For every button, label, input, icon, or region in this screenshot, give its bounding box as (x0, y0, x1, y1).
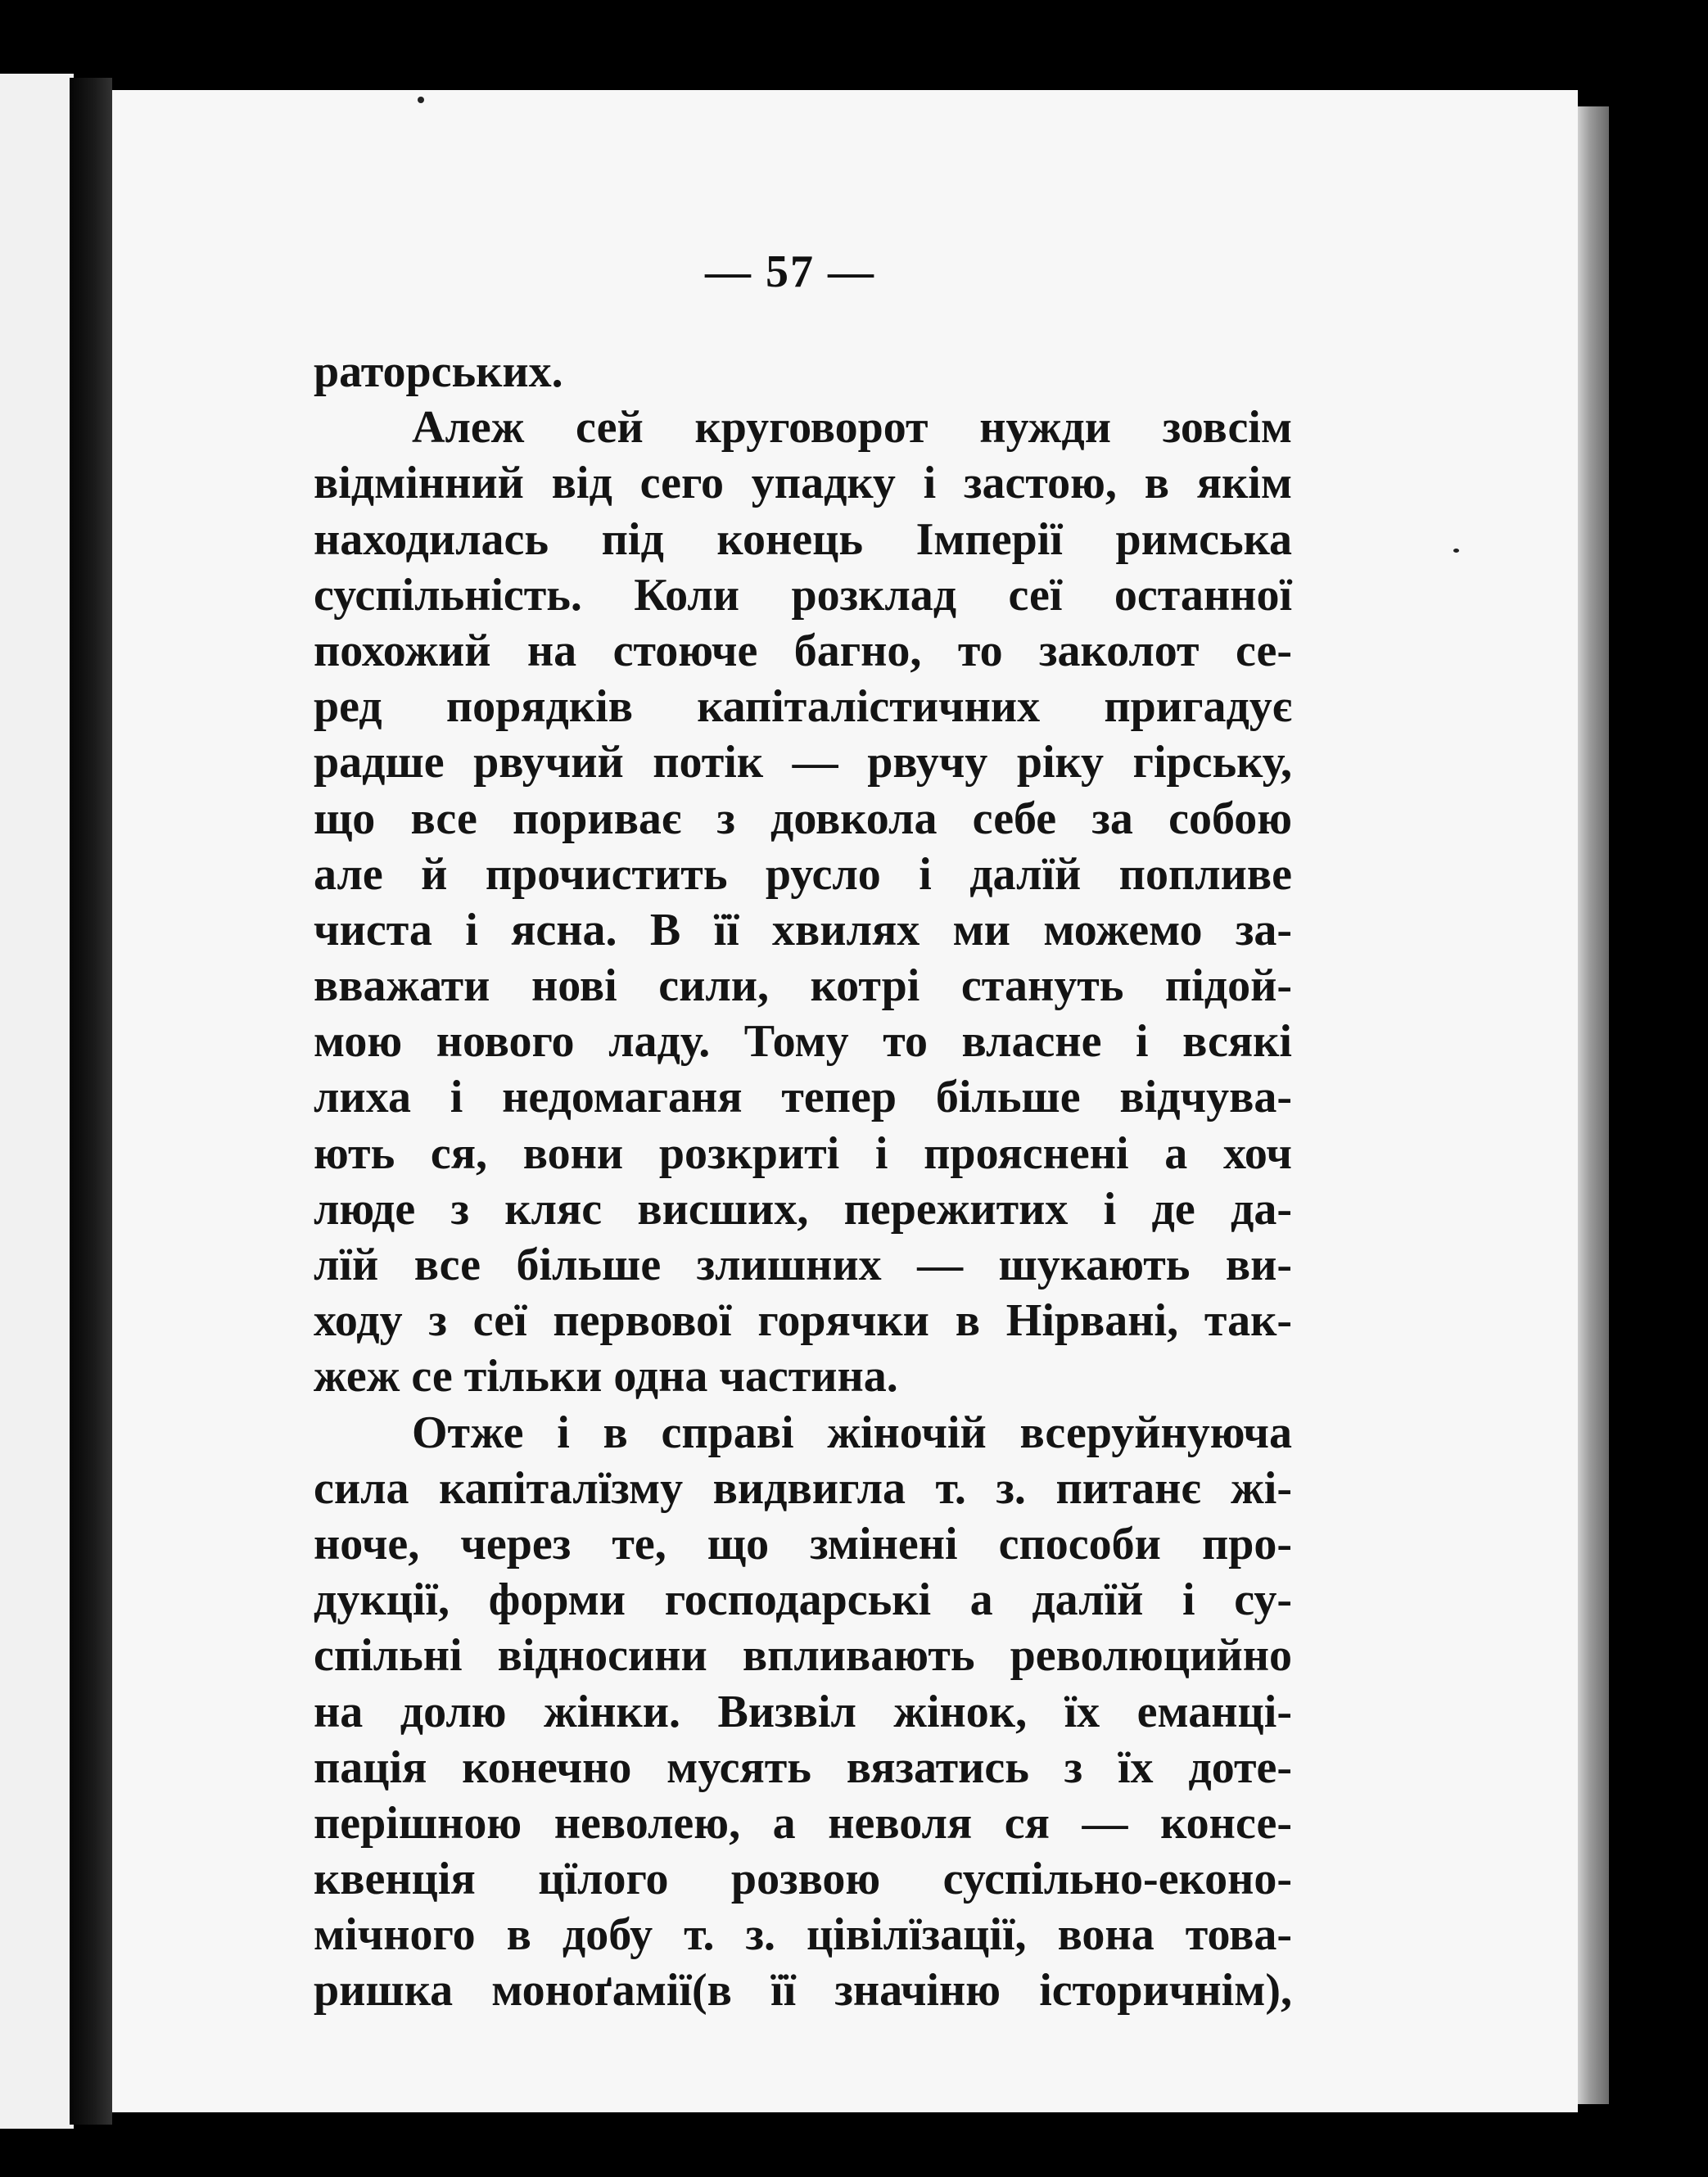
scan-speck (418, 97, 424, 103)
text-line: жеж се тільки одна частина. (314, 1351, 898, 1402)
page-number: — 57 — (705, 246, 875, 297)
text-line: люде з кляс висших, пережитих і де да- (314, 1183, 1292, 1235)
scan-speck (1453, 549, 1459, 553)
text-line: ред порядків капіталістичних пригадує (314, 681, 1292, 733)
text-line: що все пориває з довкола себе за собою (314, 793, 1292, 844)
text-line: похожий на стоюче багно, то заколот се- (314, 625, 1292, 676)
text-line: суспільність. Коли розклад сеї останної (314, 569, 1292, 621)
text-line: вважати нові сили, котрі стануть підой- (314, 960, 1292, 1012)
page-stack-edge (1578, 106, 1609, 2104)
text-line: відмінний від сего упадку і застою, в якім (314, 458, 1292, 509)
text-line: на долю жінки. Визвіл жінок, їх еманці- (314, 1686, 1292, 1737)
text-line: спільні відносини впливають революцийно (314, 1630, 1292, 1682)
book-spine (70, 78, 112, 2125)
text-line: ють ся, вони розкриті і прояснені а хоч (314, 1127, 1292, 1179)
facing-page-edge (0, 74, 74, 2129)
text-line: мою нового ладу. Тому то власне і всякі (314, 1016, 1292, 1068)
text-line: ноче, через те, що змінені способи про- (314, 1518, 1292, 1570)
text-line: але й прочистить русло і далїй попливе (314, 848, 1292, 900)
text-line: чиста і ясна. В її хвилях ми можемо за- (314, 904, 1292, 955)
text-line: находилась під конець Імперії римська (314, 513, 1292, 565)
text-line: дукції, форми господарські а далїй і су- (314, 1574, 1292, 1626)
text-line: лїй все більше злишних — шукають ви- (314, 1240, 1292, 1290)
text-line: лиха і недомаганя тепер більше відчува- (314, 1072, 1292, 1123)
text-line: сила капіталїзму видвигла т. з. питанє жі- (314, 1462, 1292, 1514)
text-line: квенція цїлого розвою суспільно-еконо- (314, 1854, 1292, 1905)
text-line: раторських. (314, 346, 563, 397)
text-line: радше рвучий потік — рвучу ріку гірську, (314, 737, 1292, 788)
text-line: перішною неволею, а неволя ся — консе- (314, 1797, 1292, 1849)
text-line: Отже і в справі жіночій всеруйнуюча (412, 1407, 1292, 1458)
text-line: ришка моноґамії(в її значіню історичнім), (314, 1965, 1292, 2017)
page-body-text (314, 344, 1292, 2019)
text-line: Алеж сей круговорот нужди зовсім (412, 402, 1292, 454)
text-line: пація конечно мусять вязатись з їх доте- (314, 1741, 1292, 1793)
text-line: ходу з сеї первової горячки в Нірвані, так- (314, 1295, 1292, 1347)
text-line: мічного в добу т. з. цівілїзації, вона това- (314, 1909, 1292, 1961)
